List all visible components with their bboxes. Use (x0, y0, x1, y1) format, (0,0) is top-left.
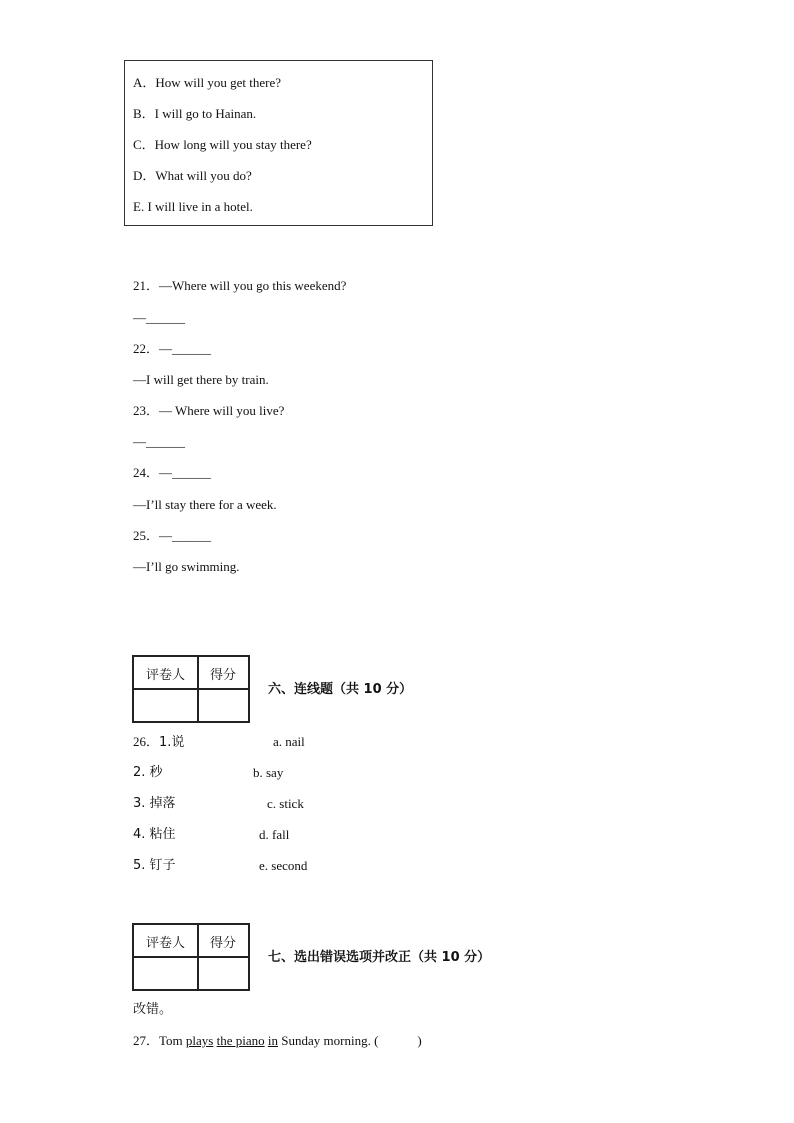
question-23 (133, 403, 284, 419)
section-7-instruction: 改错。 (133, 1002, 173, 1017)
question-number: 24． (133, 465, 160, 480)
answer-blank-21[interactable]: —______ (133, 310, 185, 325)
q27-text: ) (417, 1033, 422, 1048)
score-table (132, 655, 250, 723)
question-22 (133, 341, 211, 357)
table-divider (134, 688, 248, 690)
match-right-b: b. say (253, 765, 284, 780)
question-25 (133, 528, 211, 544)
section-7-title: 七、选出错误选项并改正（共 10 分） (268, 950, 491, 965)
score-header: 得分 (210, 668, 237, 683)
q27-option-in: in (267, 1033, 279, 1048)
match-right-d: d. fall (259, 827, 290, 842)
question-number: 21． (133, 278, 160, 293)
question-number: 23． (133, 403, 160, 418)
answer-blank-22[interactable]: —______ (159, 341, 212, 356)
dialogue-line: —Where will you go this weekend? (159, 278, 347, 293)
reviewer-header: 评卷人 (146, 668, 186, 683)
answer-blank-27[interactable] (378, 1033, 417, 1048)
section-6-title: 六、连线题（共 10 分） (268, 682, 413, 697)
question-27 (133, 1033, 422, 1049)
match-right-c: c. stick (267, 796, 304, 811)
option-b: B．I will go to Hainan. (133, 106, 257, 121)
q27-text: Tom (159, 1033, 186, 1048)
score-header: 得分 (210, 936, 237, 951)
dialogue-line: — Where will you live? (159, 403, 285, 418)
option-e: E. I will live in a hotel. (133, 199, 253, 214)
answer-blank-24[interactable]: —______ (159, 465, 212, 480)
q27-option-plays: plays (185, 1033, 214, 1048)
match-left-5: 5. 钉子 (133, 858, 176, 873)
score-table (132, 923, 250, 991)
match-word: 1.说 (159, 735, 185, 750)
option-d: D．What will you do? (133, 168, 252, 183)
question-number: 27． (133, 1033, 160, 1048)
question-number: 25． (133, 528, 160, 543)
match-left-3: 3. 掉落 (133, 796, 176, 811)
answer-blank-23[interactable]: —______ (133, 434, 185, 449)
reviewer-header: 评卷人 (146, 936, 186, 951)
match-right-e: e. second (259, 858, 308, 873)
question-number: 26． (133, 734, 160, 749)
option-a: A．How will you get there? (133, 75, 282, 90)
question-24 (133, 465, 211, 481)
match-left-1 (133, 734, 184, 751)
table-divider (134, 956, 248, 958)
q27-option-the-piano: the piano (216, 1033, 265, 1048)
q27-text: Sunday morning. ( (278, 1033, 379, 1048)
question-number: 22． (133, 341, 160, 356)
match-left-4: 4. 粘住 (133, 827, 176, 842)
match-right-a: a. nail (273, 734, 305, 749)
match-left-2: 2. 秒 (133, 765, 163, 780)
option-c: C．How long will you stay there? (133, 137, 312, 152)
answer-blank-25[interactable]: —______ (159, 528, 212, 543)
dialogue-line: —I will get there by train. (133, 372, 269, 387)
question-21 (133, 278, 346, 294)
dialogue-line: —I’ll go swimming. (133, 559, 240, 574)
dialogue-line: —I’ll stay there for a week. (133, 497, 277, 512)
